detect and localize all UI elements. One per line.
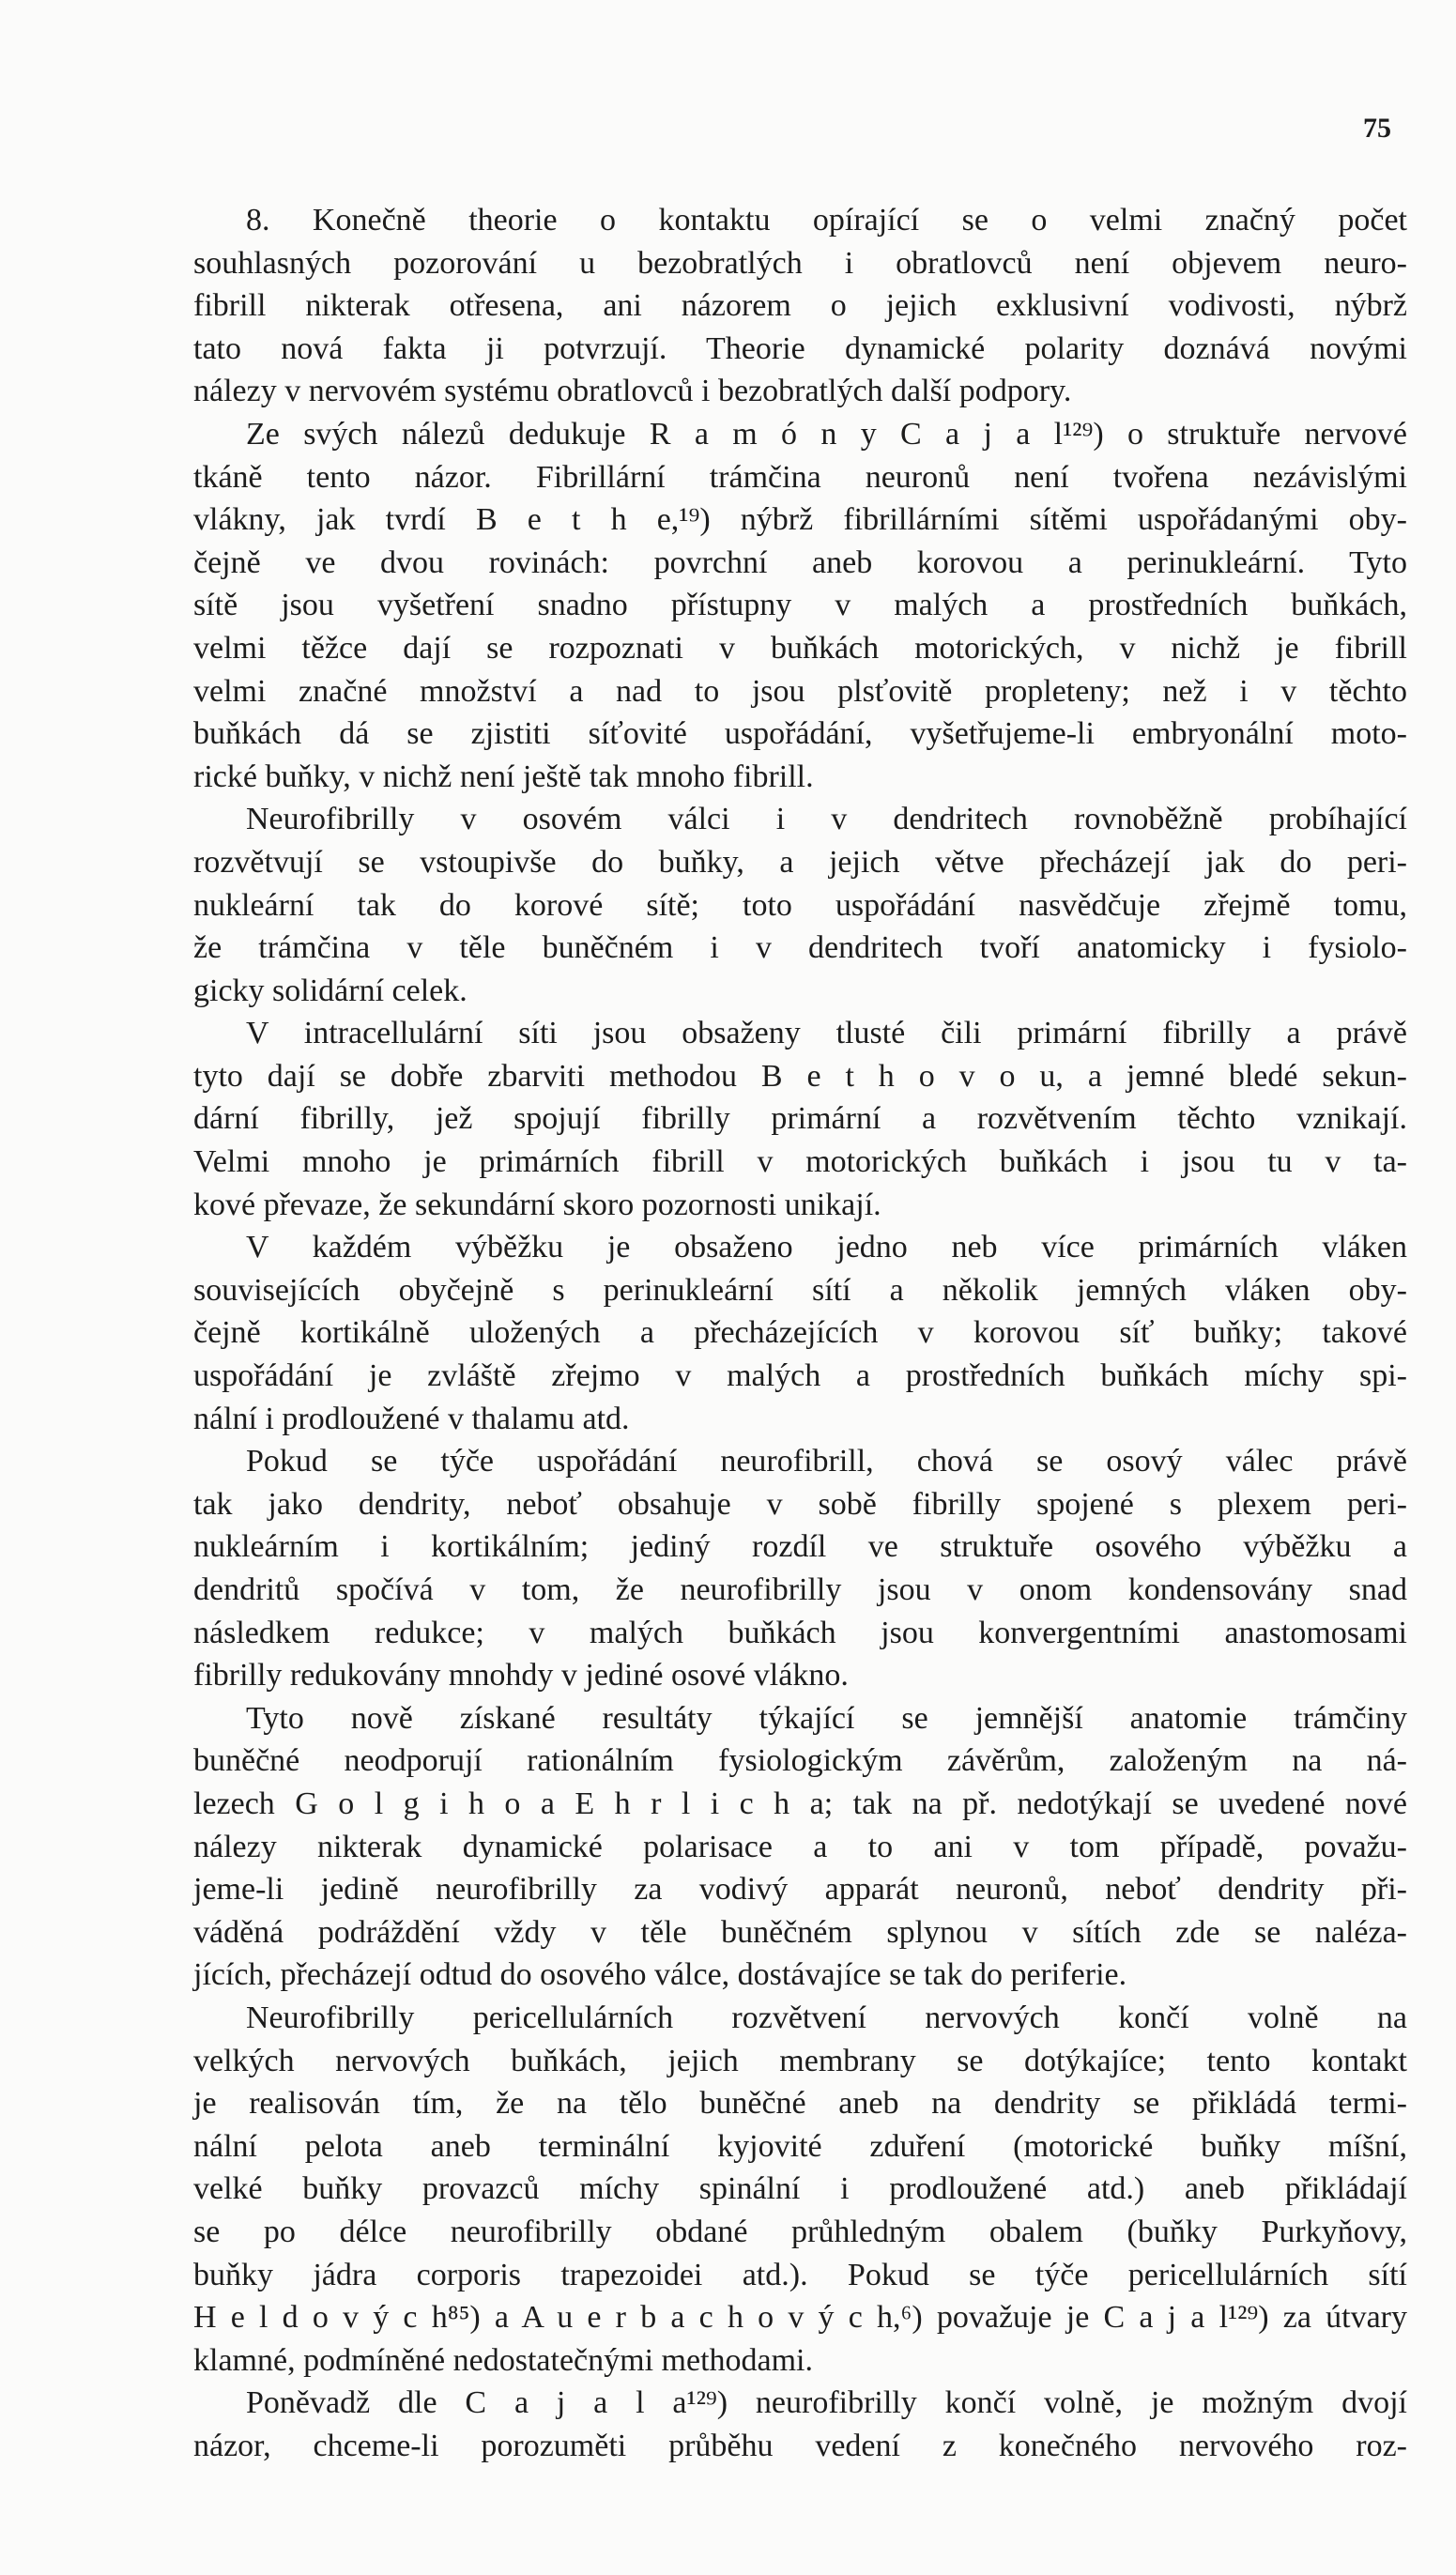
text-line: velkých nervových buňkách, jejich membrany se dotýkajíce; tento kontakt: [193, 2043, 1407, 2078]
body-text: [193, 199, 1407, 2467]
text-line: tak jako dendrity, neboť obsahuje v sobě fibrilly spojené s plexem peri-: [193, 1486, 1407, 1522]
text-line: buňky jádra corporis trapezoidei atd.). Pokud se týče pericellulárních sítí: [193, 2257, 1407, 2292]
text-line: čejně ve dvou rovinách: povrchní aneb korovou a perinukleární. Tyto: [193, 544, 1407, 580]
text-line: rické buňky, v nichž není ještě tak mnoho fibrill.: [193, 759, 814, 794]
text-line: dendritů spočívá v tom, že neurofibrilly jsou v onom kondensovány snad: [193, 1572, 1407, 1607]
text-line: souvisejících obyčejně s perinukleární sítí a několik jemných vláken oby-: [193, 1272, 1407, 1308]
text-line: jících, přecházejí odtud do osového válce, dostávajíce se tak do periferie.: [193, 1957, 1127, 1993]
text-line: nálezy v nervovém systému obratlovců i bezobratlých další podpory.: [193, 374, 1072, 409]
text-line: gicky solidární celek.: [193, 973, 467, 1008]
text-line: nální i prodloužené v thalamu atd.: [193, 1401, 630, 1436]
text-line: je realisován tím, že na tělo buněčné aneb na dendrity se přikládá termi-: [193, 2086, 1407, 2122]
text-line: velké buňky provazců míchy spinální i prodloužené atd.) aneb přikládají: [193, 2171, 1407, 2207]
text-line: nálezy nikterak dynamické polarisace a to ani v tom případě, považu-: [193, 1829, 1407, 1864]
text-line: buněčné neodporují rationálním fysiologickým závěrům, založeným na ná-: [193, 1743, 1407, 1779]
text-line: tyto dají se dobře zbarviti methodou B e t h o v o u, a jemné bledé sekun-: [193, 1058, 1407, 1094]
text-line: Poněvadž dle C a j a l a¹²⁹) neurofibrilly končí volně, je možným dvojí: [246, 2385, 1407, 2421]
text-line: že trámčina v těle buněčném i v dendritech tvoří anatomicky i fysiolo-: [193, 930, 1407, 966]
text-line: V každém výběžku je obsaženo jedno neb více primárních vláken: [246, 1230, 1407, 1265]
text-line: tkáně tento názor. Fibrillární trámčina neuronů není tvořena nezávislými: [193, 459, 1407, 495]
text-line: H e l d o v ý c h⁸⁵) a A u e r b a c h o v ý c h,⁶) považuje je C a j a l¹²⁹) za útvary: [193, 2300, 1407, 2336]
text-line: Pokud se týče uspořádání neurofibrill, chová se osový válec právě: [246, 1444, 1407, 1479]
text-line: nální pelota aneb terminální kyjovité zduření (motorické buňky míšní,: [193, 2128, 1407, 2164]
text-line: lezech G o l g i h o a E h r l i c h a; tak na př. nedotýkají se uvedené nové: [193, 1786, 1407, 1821]
text-line: váděná podráždění vždy v těle buněčném splynou v sítích zde se naléza-: [193, 1914, 1407, 1950]
text-line: Neurofibrilly pericellulárních rozvětvení nervových končí volně na: [246, 2000, 1407, 2035]
text-line: jeme-li jedině neurofibrilly za vodivý apparát neuronů, neboť dendrity při-: [193, 1872, 1407, 1908]
text-line: velmi těžce dají se rozpoznati v buňkách motorických, v nichž je fibrill: [193, 630, 1407, 666]
text-line: velmi značné množství a nad to jsou plsťovitě propleteny; než i v těchto: [193, 673, 1407, 709]
text-line: souhlasných pozorování u bezobratlých i obratlovců není objevem neuro-: [193, 245, 1407, 281]
text-line: tato nová fakta ji potvrzují. Theorie dynamické polarity doznává novými: [193, 330, 1407, 366]
text-line: Neurofibrilly v osovém válci i v dendritech rovnoběžně probíhající: [246, 802, 1407, 837]
text-line: dární fibrilly, jež spojují fibrilly primární a rozvětvením těchto vznikají.: [193, 1101, 1407, 1137]
text-line: buňkách dá se zjistiti síťovité uspořádání, vyšetřujeme-li embryonální moto-: [193, 716, 1407, 752]
text-line: nukleárním i kortikálním; jediný rozdíl ve struktuře osového výběžku a: [193, 1529, 1407, 1565]
text-line: fibrill nikterak otřesena, ani názorem o jejich exklusivní vodivosti, nýbrž: [193, 288, 1407, 324]
text-line: Ze svých nálezů dedukuje R a m ó n y C a j a l¹²⁹) o struktuře nervové: [246, 416, 1407, 452]
text-line: klamné, podmíněné nedostatečnými methodami.: [193, 2342, 813, 2378]
text-line: vlákny, jak tvrdí B e t h e,¹⁹) nýbrž fibrillárními sítěmi uspořádanými oby-: [193, 502, 1407, 538]
text-line: 8. Konečně theorie o kontaktu opírající se o velmi značný počet: [246, 203, 1407, 238]
page-number: 75: [1363, 113, 1391, 144]
text-line: nukleární tak do korové sítě; toto uspořádání nasvědčuje zřejmě tomu,: [193, 887, 1407, 923]
text-line: rozvětvují se vstoupivše do buňky, a jejich větve přecházejí jak do peri-: [193, 844, 1407, 880]
text-line: Tyto nově získané resultáty týkající se jemnější anatomie trámčiny: [246, 1700, 1407, 1736]
text-line: sítě jsou vyšetření snadno přístupny v malých a prostředních buňkách,: [193, 588, 1407, 623]
text-line: kové převaze, že sekundární skoro pozornosti unikají.: [193, 1187, 881, 1222]
text-line: následkem redukce; v malých buňkách jsou konvergentními anastomosami: [193, 1615, 1407, 1650]
text-line: Velmi mnoho je primárních fibrill v motorických buňkách i jsou tu v ta-: [193, 1144, 1407, 1180]
text-line: názor, chceme-li porozuměti průběhu vedení z konečného nervového roz-: [193, 2428, 1407, 2463]
text-line: fibrilly redukovány mnohdy v jediné osové vlákno.: [193, 1658, 849, 1694]
text-line: se po délce neurofibrilly obdané průhledným obalem (buňky Purkyňovy,: [193, 2214, 1407, 2249]
text-line: uspořádání je zvláště zřejmo v malých a prostředních buňkách míchy spi-: [193, 1358, 1407, 1394]
text-line: čejně kortikálně uložených a přecházejících v korovou síť buňky; takové: [193, 1315, 1407, 1351]
text-line: V intracellulární síti jsou obsaženy tlusté čili primární fibrilly a právě: [246, 1016, 1407, 1051]
